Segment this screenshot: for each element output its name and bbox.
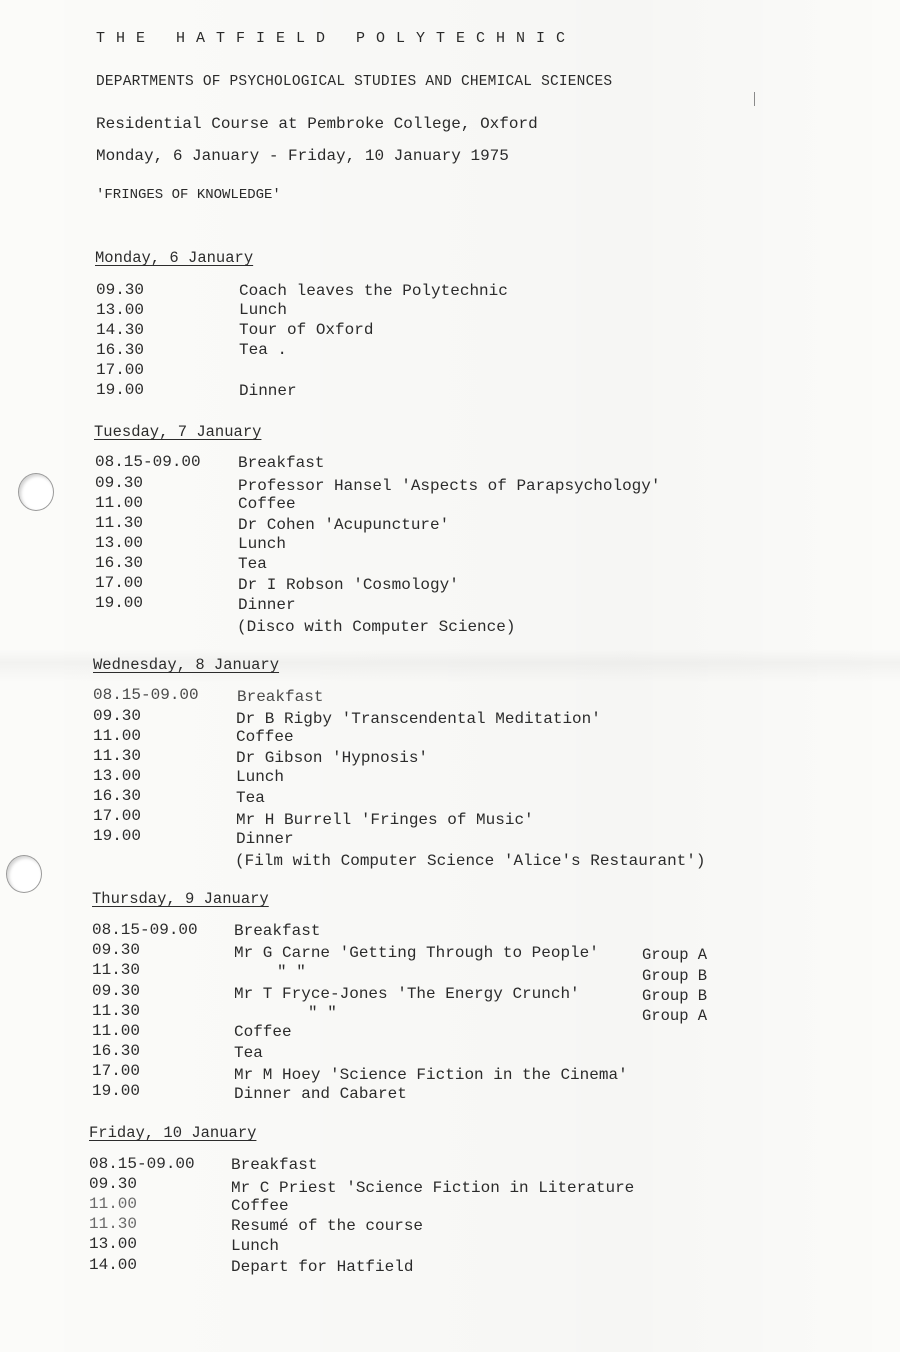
schedule-time: 11.30 [92, 961, 141, 979]
course-line: Residential Course at Pembroke College, Oxford [96, 115, 538, 133]
schedule-event: Tea [236, 789, 265, 807]
schedule-time: 09.30 [95, 474, 144, 492]
schedule-event: Lunch [236, 768, 285, 786]
schedule-event: Coffee [238, 495, 296, 513]
schedule-time: 14.00 [89, 1256, 138, 1274]
schedule-event: Mr G Carne 'Getting Through to People' [234, 944, 599, 962]
schedule-event: Mr H Burrell 'Fringes of Music' [236, 811, 534, 829]
schedule-time: 16.30 [93, 787, 142, 805]
schedule-time: 09.30 [96, 281, 145, 299]
schedule-time: 11.00 [93, 727, 142, 745]
schedule-time: 19.00 [95, 594, 144, 612]
schedule-time: 09.30 [93, 707, 142, 725]
schedule-event: Dinner [239, 382, 297, 400]
schedule-event: Dinner [238, 596, 296, 614]
group-label: Group A [642, 946, 708, 964]
schedule-event: Coffee [234, 1023, 292, 1041]
schedule-event: Dr I Robson 'Cosmology' [238, 576, 459, 594]
schedule-time: 19.00 [96, 381, 145, 399]
schedule-event: Lunch [231, 1237, 280, 1255]
schedule-event: Mr M Hoey 'Science Fiction in the Cinema' [234, 1066, 628, 1084]
schedule-event: Breakfast [238, 454, 325, 472]
schedule-time: 08.15-09.00 [92, 921, 198, 939]
schedule-event: Depart for Hatfield [231, 1258, 414, 1276]
schedule-time: 09.30 [89, 1175, 138, 1193]
group-label: Group B [642, 967, 708, 985]
schedule-event: Lunch [239, 301, 288, 319]
schedule-time: 11.30 [89, 1215, 138, 1233]
schedule-time: 11.30 [95, 514, 144, 532]
schedule-event: " " [308, 1004, 337, 1022]
day-heading: Tuesday, 7 January [94, 423, 262, 441]
schedule-time: 11.00 [92, 1022, 141, 1040]
punch-hole-top [18, 473, 54, 511]
schedule-time: 11.00 [95, 494, 144, 512]
schedule-time: 19.00 [92, 1082, 141, 1100]
group-label: Group B [642, 987, 708, 1005]
schedule-time: 19.00 [93, 827, 142, 845]
schedule-time: 17.00 [92, 1062, 141, 1080]
day-heading: Monday, 6 January [95, 249, 254, 267]
schedule-time: 09.30 [92, 982, 141, 1000]
schedule-time: 16.30 [95, 554, 144, 572]
schedule-event: Tour of Oxford [239, 321, 374, 339]
schedule-time: 08.15-09.00 [89, 1155, 195, 1173]
departments-line: DEPARTMENTS OF PSYCHOLOGICAL STUDIES AND CHEMICAL SCIENCES [96, 74, 613, 90]
schedule-time: 11.00 [89, 1195, 138, 1213]
schedule-event: Coffee [236, 728, 294, 746]
schedule-event: Lunch [238, 535, 287, 553]
day-heading: Friday, 10 January [89, 1124, 257, 1142]
schedule-event: " " [277, 963, 306, 981]
schedule-time: 13.00 [96, 301, 145, 319]
schedule-time: 16.30 [96, 341, 145, 359]
schedule-time: 17.00 [95, 574, 144, 592]
schedule-event: (Film with Computer Science 'Alice's Restaurant') [235, 852, 706, 870]
schedule-time: 13.00 [89, 1235, 138, 1253]
schedule-event: (Disco with Computer Science) [237, 618, 516, 636]
schedule-event: Coffee [231, 1197, 289, 1215]
schedule-event: Dr Gibson 'Hypnosis' [236, 749, 429, 767]
schedule-time: 17.00 [96, 361, 145, 379]
course-theme: 'FRINGES OF KNOWLEDGE' [96, 187, 281, 203]
day-heading: Thursday, 9 January [92, 890, 269, 908]
schedule-time: 13.00 [95, 534, 144, 552]
schedule-time: 11.30 [92, 1002, 141, 1020]
margin-mark [754, 92, 755, 106]
schedule-event: Coach leaves the Polytechnic [239, 282, 508, 300]
schedule-event: Dinner and Cabaret [234, 1085, 407, 1103]
schedule-event: Tea [234, 1044, 263, 1062]
schedule-time: 17.00 [93, 807, 142, 825]
schedule-time: 14.30 [96, 321, 145, 339]
dates-line: Monday, 6 January - Friday, 10 January 1975 [96, 147, 509, 165]
group-label: Group A [642, 1007, 708, 1025]
schedule-time: 16.30 [92, 1042, 141, 1060]
schedule-time: 13.00 [93, 767, 142, 785]
day-heading: Wednesday, 8 January [93, 656, 280, 674]
schedule-event: Dr Cohen 'Acupuncture' [238, 516, 450, 534]
schedule-event: Breakfast [234, 922, 321, 940]
schedule-event: Breakfast [231, 1156, 318, 1174]
institution-title: THE HATFIELD POLYTECHNIC [96, 30, 577, 47]
schedule-event: Resumé of the course [231, 1217, 424, 1235]
punch-hole-bottom [6, 855, 42, 893]
schedule-event: Mr T Fryce-Jones 'The Energy Crunch' [234, 985, 580, 1003]
schedule-time: 11.30 [93, 747, 142, 765]
schedule-event: Tea [238, 555, 267, 573]
schedule-event: Professor Hansel 'Aspects of Parapsychology' [238, 477, 661, 495]
schedule-time: 08.15-09.00 [95, 453, 201, 471]
schedule-event: Tea . [239, 341, 288, 359]
schedule-event: Dinner [236, 830, 294, 848]
schedule-event: Mr C Priest 'Science Fiction in Literature [231, 1179, 635, 1197]
schedule-event: Dr B Rigby 'Transcendental Meditation' [236, 710, 601, 728]
schedule-time: 08.15-09.00 [93, 686, 199, 704]
schedule-time: 09.30 [92, 941, 141, 959]
schedule-event: Breakfast [237, 688, 324, 706]
